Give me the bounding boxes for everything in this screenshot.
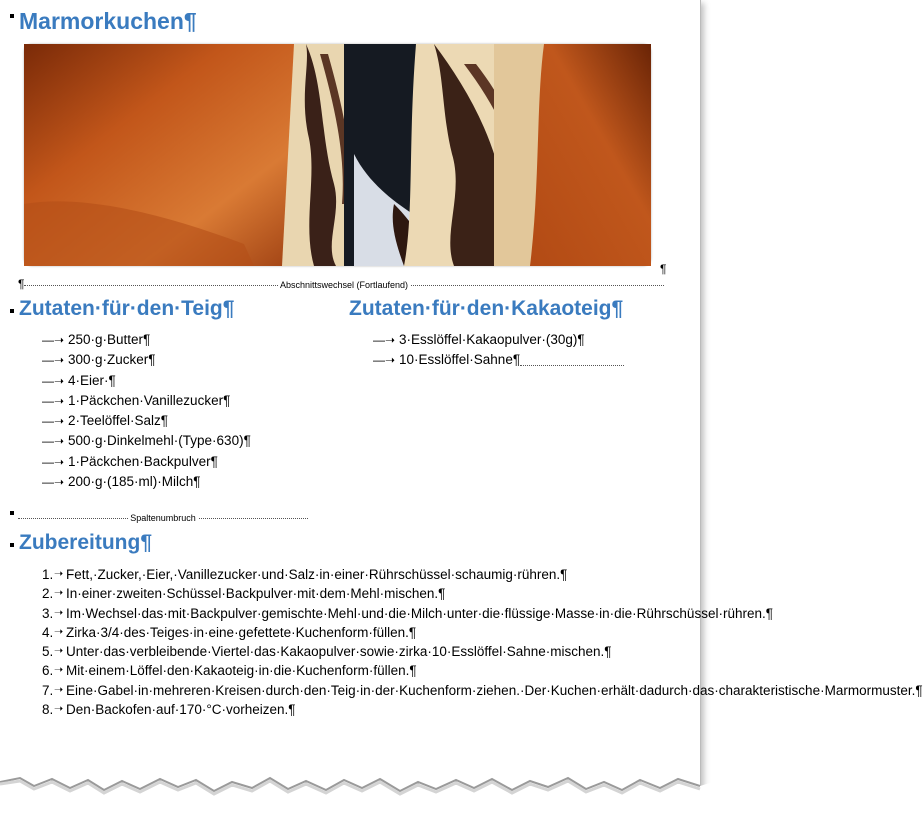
paragraph-mark [10,309,14,313]
marble-cake-photo [24,44,651,266]
list-item: 1. ➝ Fett,·Zucker,·Eier,·Vanillezucker·und·Salz·in·einer·Rührschüssel·schaumig·rühren.¶ [42,567,568,582]
list-item: 8. ➝ Den·Backofen·auf·170·°C·vorheizen.¶ [42,702,296,718]
dough-ingredient-list [42,330,251,492]
tab-arrow-icon: —➝ [42,475,65,490]
list-item: —➝ 250·g·Butter¶ [42,330,251,350]
tab-arrow-icon: —➝ [373,353,396,368]
preparation-steps [40,565,923,719]
tab-arrow-icon: —➝ [42,393,65,408]
list-item: 5. ➝ Unter·das·verbleibende·Viertel·das·Kakaopulver·sowie·zirka·10·Esslöffel·Sahne·mischen.¶ [42,644,612,660]
preparation-heading: Zubereitung¶ [19,531,153,554]
column-break-marker [18,512,308,524]
list-item: 7. ➝ Eine·Gabel·in·mehreren·Kreisen·durch·den·Teig·in·der·Kuchenform·ziehen.·Der·Kuchen·erhält·dadurch·das·charakteristische·Marmormuster.¶ [42,682,923,698]
pilcrow-mark: ¶ [660,262,667,276]
tab-arrow-icon: —➝ [42,373,65,388]
tab-arrow-icon: —➝ [42,333,65,347]
tab-arrow-icon: —➝ [42,454,65,469]
cocoa-heading: Zutaten·für·den·Kakaoteig¶ [349,297,624,320]
section-break-label: Abschnittswechsel (Fortlaufend) [279,280,409,290]
document-title: Marmorkuchen¶ [19,8,197,34]
list-item: —➝ 3·Esslöffel·Kakaopulver·(30g)¶ [373,330,624,350]
list-item: —➝ 200·g·(185·ml)·Milch¶ [42,472,251,492]
column-end-dots [520,355,624,366]
cocoa-ingredient-list [373,330,624,371]
tab-arrow-icon: —➝ [373,333,396,347]
list-item: —➝ 1·Päckchen·Backpulver¶ [42,452,251,472]
tab-arrow-icon: —➝ [42,353,65,368]
section-break-marker [24,278,664,292]
paragraph-mark [10,511,14,515]
list-item: 4. ➝ Zirka·3/4·des·Teiges·in·eine·gefettete·Kuchenform·füllen.¶ [42,624,417,640]
list-item: 6. ➝ Mit·einem·Löffel·den·Kakaoteig·in·die·Kuchenform·füllen.¶ [42,663,417,679]
list-item: —➝ 500·g·Dinkelmehl·(Type·630)¶ [42,431,251,451]
tab-arrow-icon: —➝ [42,434,65,449]
list-item: —➝ 10·Esslöffel·Sahne¶ [373,350,624,370]
column-break-label: Spaltenumbruch [130,513,196,523]
list-item: —➝ 1·Päckchen·Vanillezucker¶ [42,391,251,411]
list-item: 3. ➝ Im·Wechsel·das·mit·Backpulver·gemischte·Mehl·und·die·Milch·unter·die·flüssige·Masse·in·die·Rührschüssel·rühren.¶ [42,605,773,621]
list-item: —➝ 4·Eier·¶ [42,371,251,391]
dough-heading: Zutaten·für·den·Teig¶ [19,297,235,320]
tab-arrow-icon: —➝ [42,414,65,429]
list-item: 2. ➝ In·einer·zweiten·Schüssel·Backpulver·mit·dem·Mehl·mischen.¶ [42,586,446,602]
list-item: —➝ 300·g·Zucker¶ [42,350,251,370]
torn-page-edge [0,770,713,817]
list-item: —➝ 2·Teelöffel·Salz¶ [42,411,251,431]
paragraph-mark [10,543,14,547]
paragraph-mark [10,14,14,18]
pilcrow-mark: ¶ [18,277,25,291]
